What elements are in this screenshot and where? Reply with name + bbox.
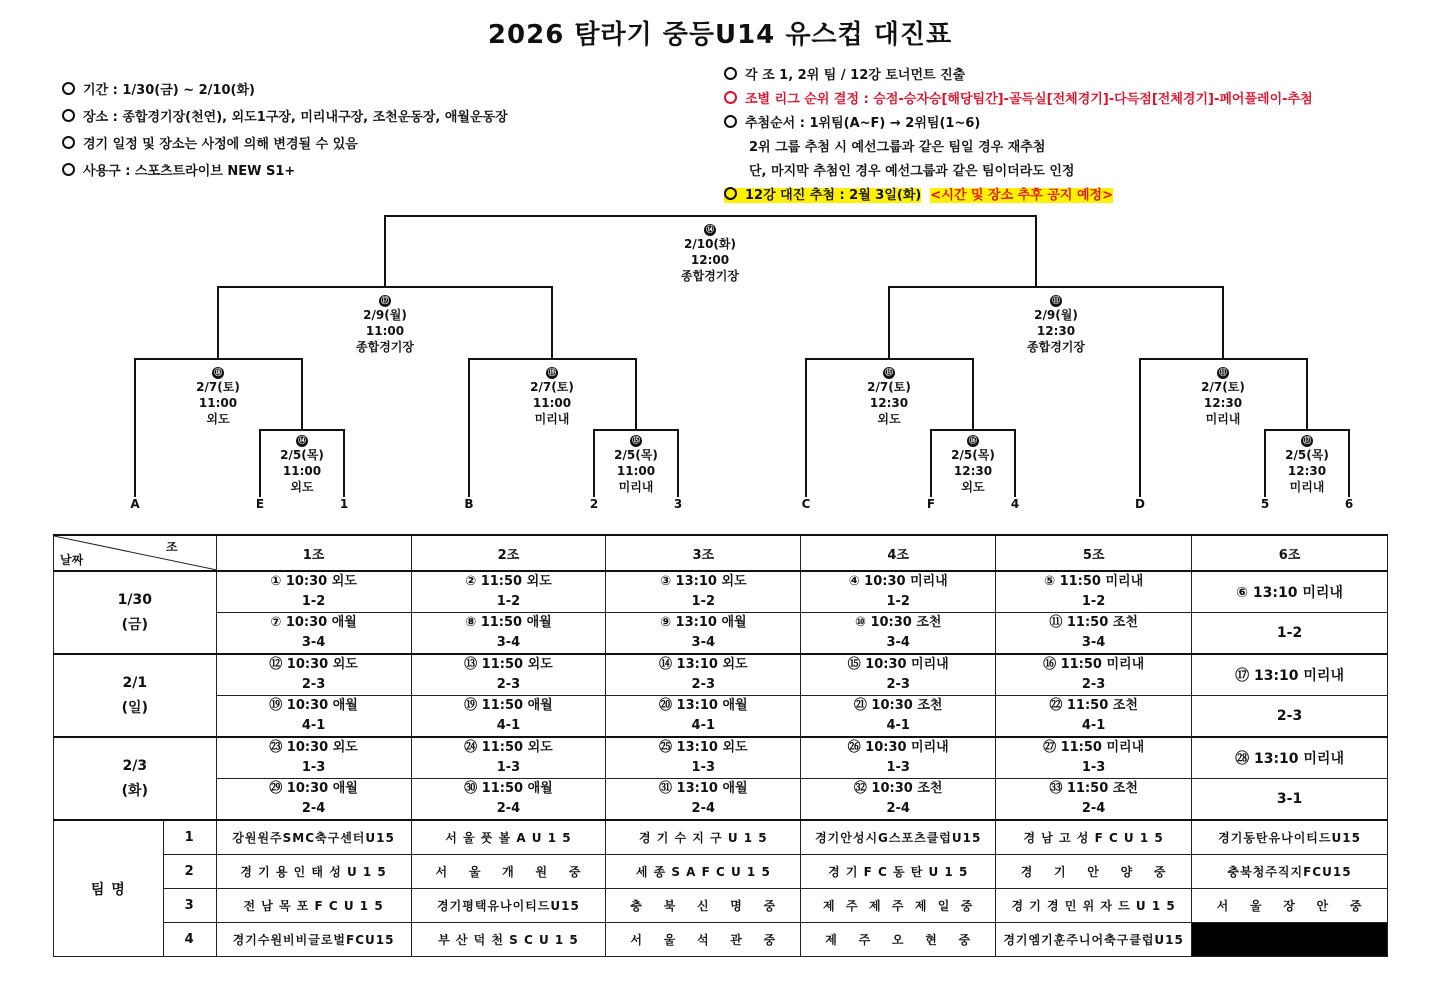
group6-match-slot: ㉘ 13:10 미리내 — [1192, 737, 1388, 779]
match-slot: ⑲ 11:50 애월 — [411, 696, 606, 717]
match-pairing: 2-3 — [606, 675, 801, 696]
match-venue: 종합경기장 — [681, 269, 739, 283]
bracket-slot-d: D — [1135, 497, 1145, 511]
match-pairing: 3-4 — [996, 633, 1192, 654]
day-date: 2/1 — [122, 674, 148, 691]
match-semi-left — [320, 291, 450, 355]
match-number: ⑱ — [214, 368, 222, 377]
bracket-slot-a: A — [130, 497, 140, 511]
team-row — [54, 889, 1388, 923]
bracket-slot-1: 1 — [339, 497, 349, 511]
match-slot: ⑤ 11:50 미리내 — [996, 571, 1192, 592]
schedule-row — [54, 613, 1388, 634]
team-name: 경 남 고 성 F C U 1 5 — [996, 820, 1192, 855]
match-slot: ⑨ 13:10 애월 — [606, 613, 801, 634]
info-period: 기간 : 1/30(금) ~ 2/10(화) — [62, 77, 508, 104]
schedule-row — [54, 799, 1388, 820]
match-final — [645, 220, 775, 284]
group-header: 2조 — [411, 535, 606, 571]
day-cell — [54, 654, 217, 737]
match-time: 12:30 — [1287, 464, 1327, 478]
match-pairing: 4-1 — [996, 716, 1192, 737]
team-name: 경기수원비비글로벌FCU15 — [216, 923, 411, 957]
schedule-row — [54, 716, 1388, 737]
group-header: 3조 — [606, 535, 801, 571]
match-semi-right — [991, 291, 1121, 355]
match-qf1 — [153, 363, 283, 427]
day-weekday: (금) — [121, 616, 148, 633]
day-date: 1/30 — [117, 591, 152, 608]
group-header: 1조 — [216, 535, 411, 571]
team-name: 전 남 목 포 F C U 1 5 — [216, 889, 411, 923]
corner-group-label: 조 — [166, 540, 178, 554]
match-slot: ② 11:50 외도 — [411, 571, 606, 592]
match-date: 2/9(월) — [1034, 308, 1078, 322]
team-name: 서 울 장 안 중 — [1192, 889, 1388, 923]
match-date: 2/5(목) — [1285, 448, 1329, 462]
group6-match-slot: ⑰ 13:10 미리내 — [1192, 654, 1388, 696]
corner-date-label: 날짜 — [60, 553, 84, 567]
schedule-row — [54, 758, 1388, 779]
group6-pairing: 1-2 — [1192, 613, 1388, 655]
schedule-table — [53, 534, 1388, 957]
match-pairing: 1-2 — [606, 592, 801, 613]
team-name: 경기안성시G스포츠클럽U15 — [801, 820, 996, 855]
match-pairing: 3-4 — [606, 633, 801, 654]
info-draw-note1: 2위 그룹 추첨 시 예선그룹과 같은 팀일 경우 재추첨 — [749, 140, 1046, 155]
bracket-slot-e: E — [255, 497, 265, 511]
empty-team-cell — [1192, 923, 1388, 957]
match-slot: ⑫ 10:30 외도 — [216, 654, 411, 675]
info-venue: 장소 : 종합경기장(천연), 외도1구장, 미리내구장, 조천운동장, 애월운동장 — [62, 104, 508, 131]
team-name: 제 주 오 현 중 — [801, 923, 996, 957]
match-slot: ⑧ 11:50 애월 — [411, 613, 606, 634]
match-time: 12:30 — [953, 464, 993, 478]
day-cell — [54, 737, 217, 820]
team-name: 경기동탄유나이티드U15 — [1192, 820, 1388, 855]
match-date: 2/10(화) — [684, 237, 736, 251]
info-draw-date: 12강 대진 추첨 : 2월 3일(화) <시간 및 장소 추후 공지 예정> — [724, 184, 1313, 208]
match-pairing: 1-3 — [801, 758, 996, 779]
team-name: 경 기 경 민 위 자 드 U 1 5 — [996, 889, 1192, 923]
match-pairing: 3-4 — [216, 633, 411, 654]
schedule-row — [54, 592, 1388, 613]
match-number: ⑭ — [298, 436, 306, 445]
match-number: ⑯ — [969, 436, 977, 445]
match-slot: ㉓ 10:30 외도 — [216, 737, 411, 758]
match-slot: ㉒ 11:50 조천 — [996, 696, 1192, 717]
match-pairing: 2-4 — [801, 799, 996, 820]
match-pairing: 2-4 — [606, 799, 801, 820]
match-pairing: 1-3 — [216, 758, 411, 779]
match-date: 2/7(토) — [1201, 380, 1245, 394]
match-slot: ㉖ 10:30 미리내 — [801, 737, 996, 758]
match-venue: 외도 — [877, 412, 901, 426]
match-date: 2/7(토) — [867, 380, 911, 394]
match-slot: ㉕ 13:10 외도 — [606, 737, 801, 758]
team-name: 경 기 용 인 태 성 U 1 5 — [216, 855, 411, 889]
match-time: 11:00 — [532, 396, 572, 410]
schedule-row — [54, 779, 1388, 800]
bracket-slot-b: B — [464, 497, 474, 511]
bracket-slot-c: C — [801, 497, 811, 511]
match-number: ⑪ — [1219, 368, 1227, 377]
match-venue: 미리내 — [534, 412, 570, 426]
bracket-slot-3: 3 — [673, 497, 683, 511]
match-time: 11:00 — [616, 464, 656, 478]
match-venue: 종합경기장 — [1027, 340, 1085, 354]
match-pairing: 4-1 — [801, 716, 996, 737]
info-advance: 각 조 1, 2위 팀 / 12강 토너먼트 진출 — [724, 64, 1313, 88]
schedule-row — [54, 654, 1388, 675]
match-pairing: 4-1 — [411, 716, 606, 737]
match-slot: ⑩ 10:30 조천 — [801, 613, 996, 634]
match-slot: ㉗ 11:50 미리내 — [996, 737, 1192, 758]
match-number: ⑮ — [885, 368, 893, 377]
match-time: 12:30 — [1203, 396, 1243, 410]
match-pairing: 2-3 — [411, 675, 606, 696]
match-slot: ㉙ 10:30 애월 — [216, 779, 411, 800]
team-label: 팀 명 — [54, 820, 164, 957]
match-time: 11:00 — [282, 464, 322, 478]
match-pairing: 1-3 — [606, 758, 801, 779]
info-change-notice: 경기 일정 및 장소는 사정에 의해 변경될 수 있음 — [62, 131, 508, 158]
match-number: ⑰ — [1303, 436, 1311, 445]
match-venue: 외도 — [961, 480, 985, 494]
team-name: 강원원주SMC축구센터U15 — [216, 820, 411, 855]
match-slot: ㉔ 11:50 외도 — [411, 737, 606, 758]
team-seed: 3 — [163, 889, 216, 923]
schedule-row — [54, 737, 1388, 758]
match-pairing: 1-3 — [996, 758, 1192, 779]
team-name: 충북청주직지FCU15 — [1192, 855, 1388, 889]
bracket-slot-2: 2 — [589, 497, 599, 511]
match-date: 2/9(월) — [363, 308, 407, 322]
match-slot: ⑳ 13:10 애월 — [606, 696, 801, 717]
match-time: 12:30 — [1036, 324, 1076, 338]
day-date: 2/3 — [122, 757, 148, 774]
match-r4 — [1242, 431, 1372, 495]
match-r3 — [908, 431, 1038, 495]
match-pairing: 3-4 — [411, 633, 606, 654]
match-number: ⑭ — [706, 225, 714, 234]
match-pairing: 2-3 — [216, 675, 411, 696]
match-pairing: 1-2 — [216, 592, 411, 613]
day-weekday: (화) — [121, 782, 148, 799]
match-slot: ㉚ 11:50 애월 — [411, 779, 606, 800]
match-venue: 미리내 — [1289, 480, 1325, 494]
match-slot: ㉝ 11:50 조천 — [996, 779, 1192, 800]
group6-match-slot: ⑥ 13:10 미리내 — [1192, 571, 1388, 613]
table-header-row — [54, 535, 1388, 571]
day-cell — [54, 571, 217, 654]
match-date: 2/5(목) — [951, 448, 995, 462]
match-number: ⑮ — [632, 436, 640, 445]
team-name: 경기평택유나이티드U15 — [411, 889, 606, 923]
schedule-row — [54, 633, 1388, 654]
match-slot: ㉛ 13:10 애월 — [606, 779, 801, 800]
match-venue: 미리내 — [618, 480, 654, 494]
info-draw-note2: 단, 마지막 추첨인 경우 예선그룹과 같은 팀이더라도 인정 — [749, 164, 1075, 179]
match-pairing: 2-4 — [996, 799, 1192, 820]
info-ranking: 조별 리그 순위 결정 : 승점-승자승[해당팀간]-골득실[전체경기]-다득점[전체경기]-페어플레이-추첨 — [724, 88, 1313, 112]
match-pairing: 2-3 — [801, 675, 996, 696]
draw-notice: <시간 및 장소 추후 공지 예정> — [930, 188, 1113, 203]
match-pairing: 1-2 — [411, 592, 606, 613]
team-row — [54, 855, 1388, 889]
match-time: 12:00 — [690, 253, 730, 267]
match-slot: ⑬ 11:50 외도 — [411, 654, 606, 675]
table-corner — [54, 535, 217, 571]
match-pairing: 2-4 — [411, 799, 606, 820]
match-slot: ⑯ 11:50 미리내 — [996, 654, 1192, 675]
match-pairing: 1-2 — [996, 592, 1192, 613]
page-title: 2026 탐라기 중등U14 유스컵 대진표 — [487, 20, 953, 50]
team-row — [54, 820, 1388, 855]
group-header: 5조 — [996, 535, 1192, 571]
match-pairing: 4-1 — [216, 716, 411, 737]
match-qf3 — [824, 363, 954, 427]
bracket-slot-5: 5 — [1260, 497, 1270, 511]
match-date: 2/5(목) — [614, 448, 658, 462]
group6-pairing: 2-3 — [1192, 696, 1388, 738]
match-number: ⑲ — [548, 368, 556, 377]
team-name: 세 종 S A F C U 1 5 — [606, 855, 801, 889]
team-name: 충 북 신 명 중 — [606, 889, 801, 923]
match-time: 12:30 — [869, 396, 909, 410]
match-number: ⑪ — [1052, 296, 1060, 305]
schedule-row — [54, 571, 1388, 592]
match-date: 2/5(목) — [280, 448, 324, 462]
schedule-row — [54, 675, 1388, 696]
info-ball: 사용구 : 스포츠트라이브 NEW S1+ — [62, 158, 508, 185]
match-slot: ⑦ 10:30 애월 — [216, 613, 411, 634]
match-date: 2/7(토) — [196, 380, 240, 394]
info-draw-order: 추첨순서 : 1위팀(A~F) → 2위팀(1~6) — [724, 112, 1313, 136]
day-weekday: (일) — [121, 699, 148, 716]
match-r2 — [571, 431, 701, 495]
match-pairing: 1-3 — [411, 758, 606, 779]
team-row — [54, 923, 1388, 957]
match-slot: ④ 10:30 미리내 — [801, 571, 996, 592]
team-seed: 4 — [163, 923, 216, 957]
match-slot: ⑲ 10:30 애월 — [216, 696, 411, 717]
match-slot: ㉑ 10:30 조천 — [801, 696, 996, 717]
team-name: 경 기 F C 동 탄 U 1 5 — [801, 855, 996, 889]
match-time: 11:00 — [365, 324, 405, 338]
schedule-row — [54, 696, 1388, 717]
match-qf2 — [487, 363, 617, 427]
team-name: 부 산 덕 천 S C U 1 5 — [411, 923, 606, 957]
match-qf4 — [1158, 363, 1288, 427]
match-number: ⑰ — [381, 296, 389, 305]
match-pairing: 4-1 — [606, 716, 801, 737]
team-name: 경기엠기훈주니어축구클럽U15 — [996, 923, 1192, 957]
team-name: 서 울 석 관 중 — [606, 923, 801, 957]
team-seed: 1 — [163, 820, 216, 855]
team-name: 서 울 풋 볼 A U 1 5 — [411, 820, 606, 855]
match-venue: 외도 — [206, 412, 230, 426]
match-venue: 미리내 — [1205, 412, 1241, 426]
bracket-slot-6: 6 — [1344, 497, 1354, 511]
team-seed: 2 — [163, 855, 216, 889]
match-time: 11:00 — [198, 396, 238, 410]
match-slot: ① 10:30 외도 — [216, 571, 411, 592]
group6-pairing: 3-1 — [1192, 779, 1388, 821]
match-pairing: 3-4 — [801, 633, 996, 654]
match-venue: 외도 — [290, 480, 314, 494]
match-slot: ⑮ 10:30 미리내 — [801, 654, 996, 675]
match-slot: ③ 13:10 외도 — [606, 571, 801, 592]
bracket-slot-4: 4 — [1010, 497, 1020, 511]
match-slot: ⑪ 11:50 조천 — [996, 613, 1192, 634]
match-pairing: 2-3 — [996, 675, 1192, 696]
team-name: 서 울 개 원 중 — [411, 855, 606, 889]
match-pairing: 2-4 — [216, 799, 411, 820]
team-name: 경 기 수 지 구 U 1 5 — [606, 820, 801, 855]
match-venue: 종합경기장 — [356, 340, 414, 354]
bracket-slot-f: F — [926, 497, 936, 511]
match-pairing: 1-2 — [801, 592, 996, 613]
group-header: 4조 — [801, 535, 996, 571]
team-name: 제 주 제 주 제 일 중 — [801, 889, 996, 923]
team-name: 경 기 안 양 중 — [996, 855, 1192, 889]
match-r1 — [237, 431, 367, 495]
match-slot: ⑭ 13:10 외도 — [606, 654, 801, 675]
match-slot: ㉜ 10:30 조천 — [801, 779, 996, 800]
group-header: 6조 — [1192, 535, 1388, 571]
match-date: 2/7(토) — [530, 380, 574, 394]
